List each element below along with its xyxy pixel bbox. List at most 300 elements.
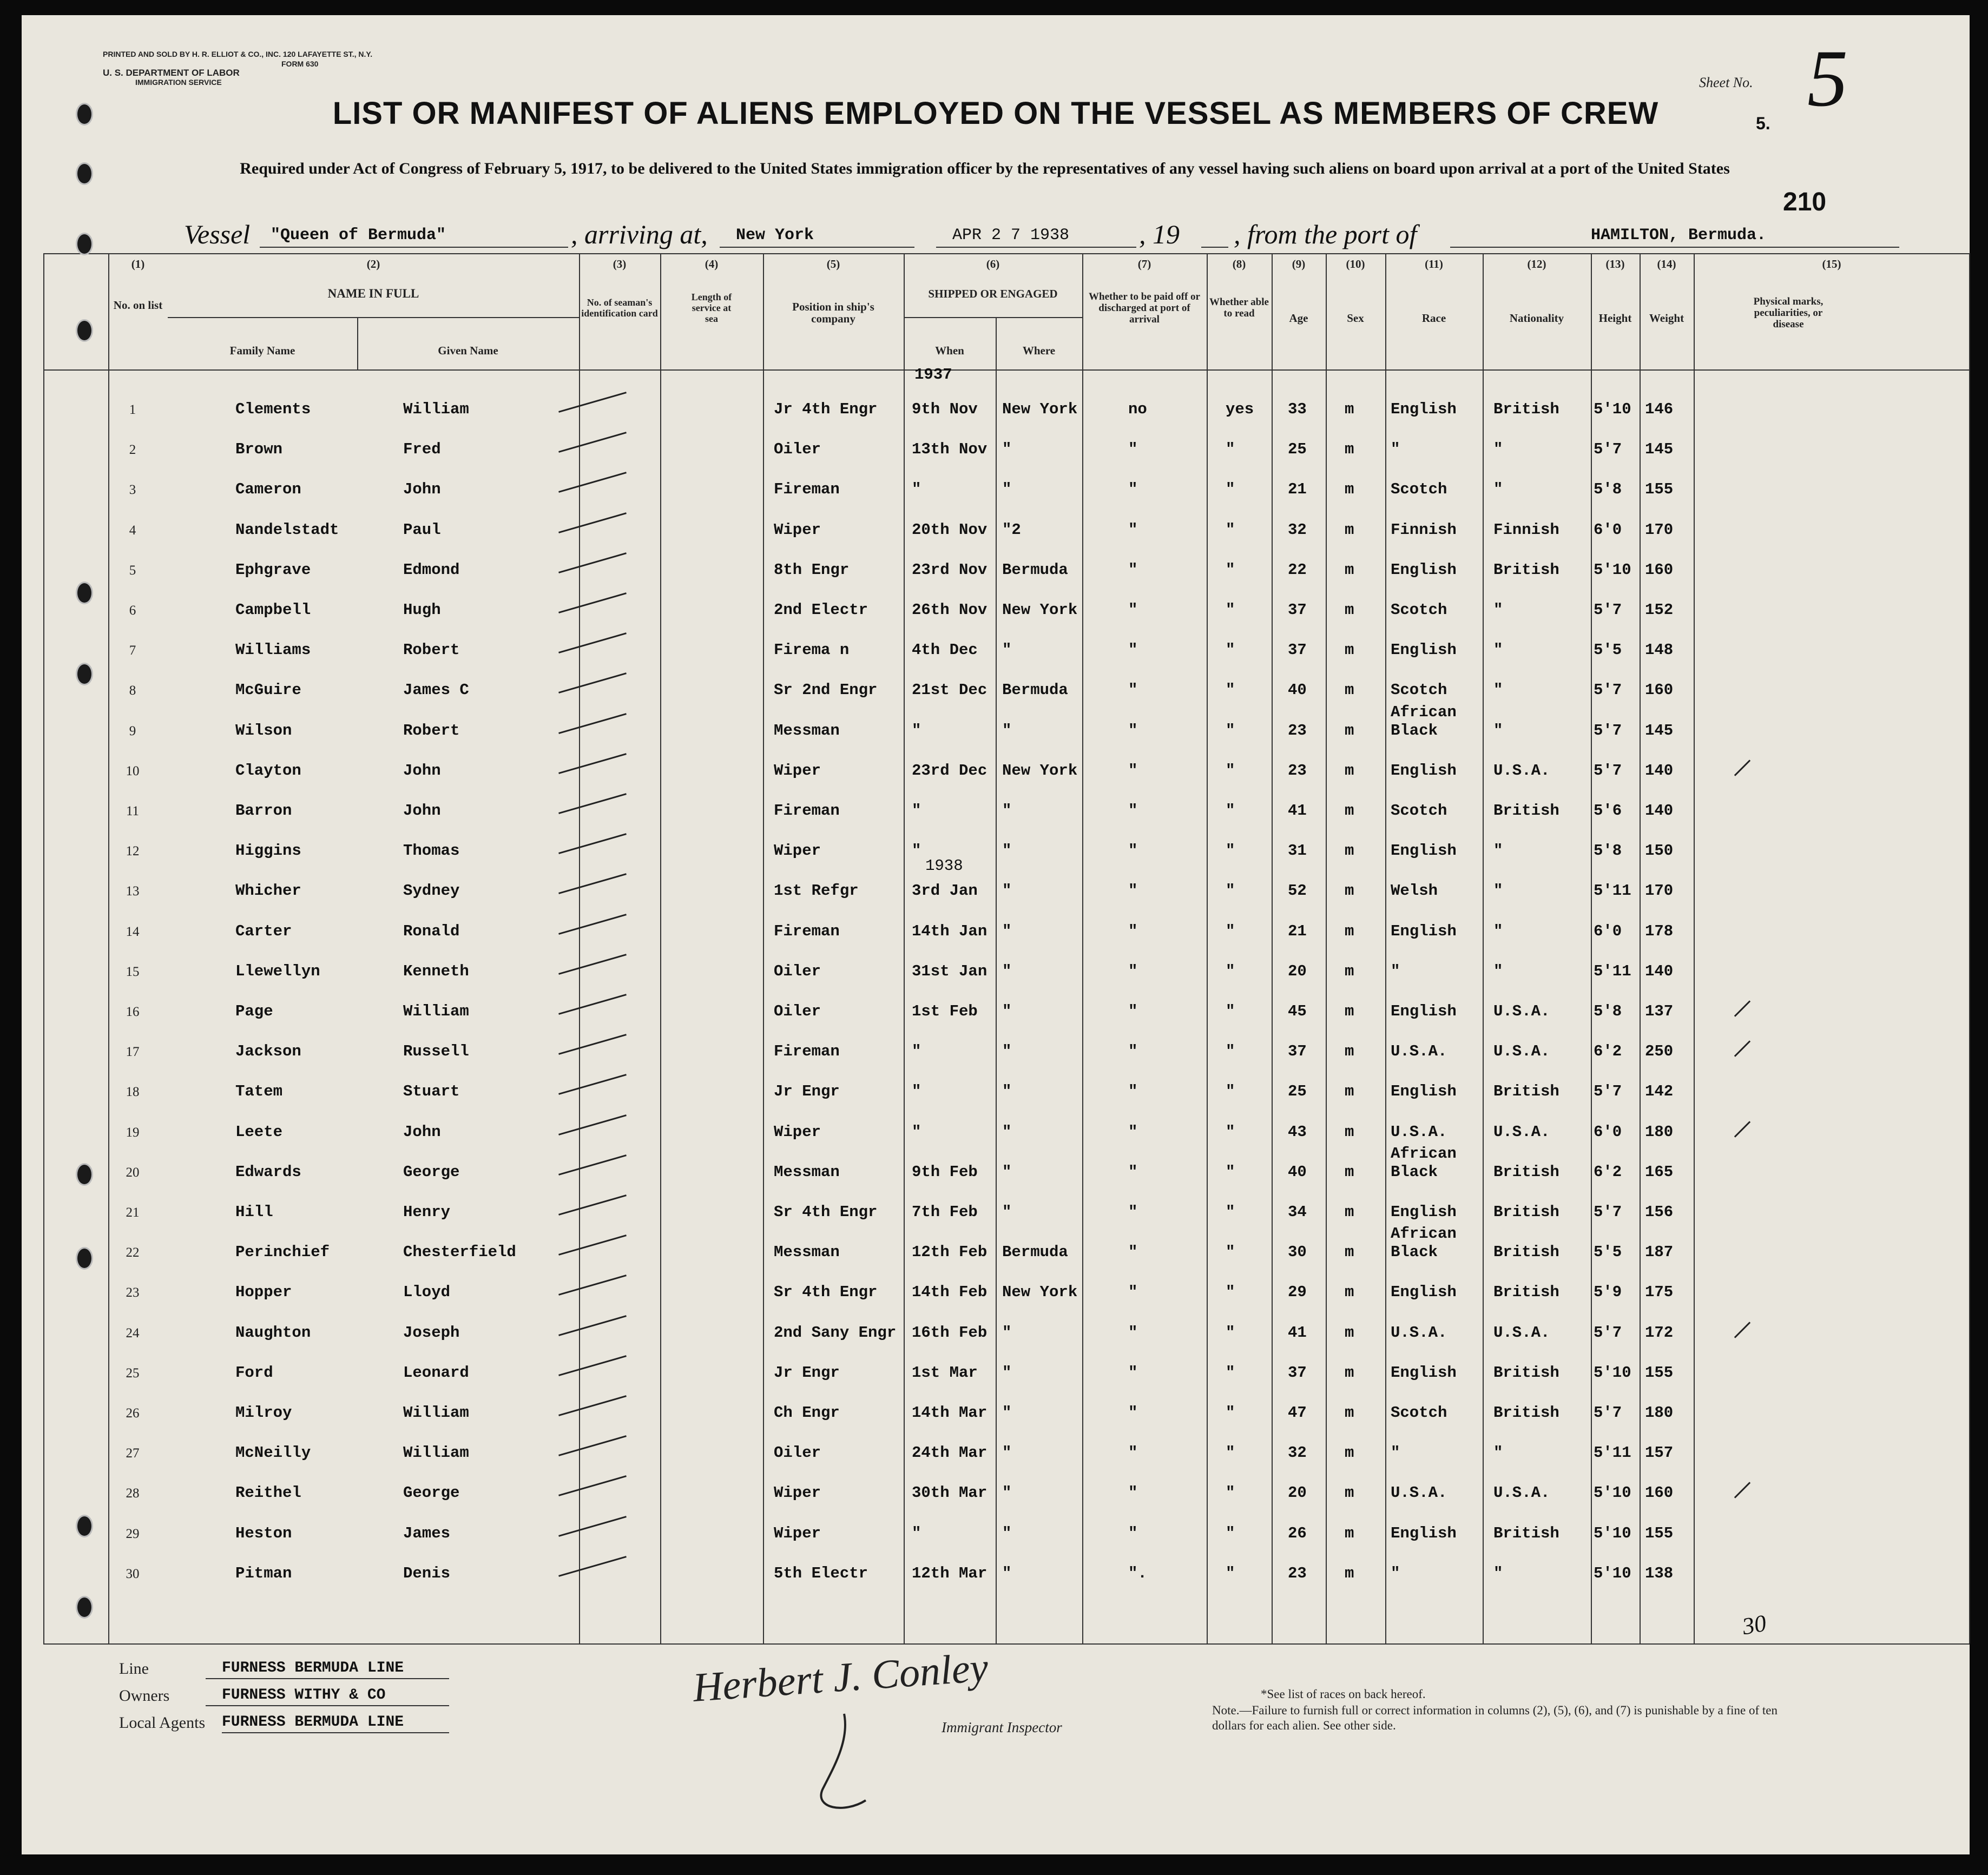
departure-port: HAMILTON, Bermuda. — [1591, 226, 1767, 245]
able-to-read: " — [1226, 721, 1235, 740]
local-agents: FURNESS BERMUDA LINE — [222, 1714, 404, 1731]
col-no-on-list: No. on list — [113, 299, 163, 312]
age: 21 — [1288, 922, 1307, 940]
shipped-where: " — [1002, 1163, 1012, 1181]
printer-imprint: PRINTED AND SOLD BY H. R. ELLIOT & CO., INC. 120 LAFAYETTE ST., N.Y. — [103, 50, 373, 58]
shipped-where: " — [1002, 1323, 1012, 1342]
nationality: British — [1493, 1404, 1559, 1422]
id-card-dash — [558, 1114, 627, 1135]
physical-marks-check — [1734, 1000, 1750, 1016]
given-name: Stuart — [403, 1082, 460, 1101]
weight: 152 — [1645, 601, 1674, 619]
shipped-when: 23rd Dec — [912, 761, 988, 780]
weight: 180 — [1645, 1123, 1674, 1141]
race: Scotch — [1391, 681, 1447, 699]
list-number: 23 — [126, 1285, 140, 1300]
year-note-1938: 1938 — [925, 857, 963, 875]
paid-off: " — [1128, 520, 1138, 539]
line-label: Line — [119, 1660, 149, 1678]
race: English — [1391, 560, 1457, 579]
age: 37 — [1288, 1042, 1307, 1061]
paid-off: " — [1128, 1524, 1138, 1542]
race: African Black — [1391, 703, 1457, 740]
family-name: Campbell — [235, 601, 311, 619]
race: English — [1391, 641, 1457, 659]
race: Scotch — [1391, 802, 1447, 820]
shipped-when: 13th Nov — [912, 440, 988, 459]
shipped-when: 12th Feb — [912, 1243, 988, 1262]
position: Oiler — [774, 1444, 821, 1462]
able-to-read: " — [1226, 520, 1235, 539]
id-card-dash — [558, 1194, 627, 1216]
weight: 148 — [1645, 641, 1674, 659]
able-to-read: " — [1226, 1243, 1235, 1262]
age: 33 — [1288, 400, 1307, 418]
binder-hole — [76, 1596, 93, 1619]
weight: 155 — [1645, 1524, 1674, 1542]
shipped-when: " — [912, 480, 921, 499]
id-card-dash — [558, 673, 627, 694]
able-to-read: " — [1226, 1002, 1235, 1020]
col-weight: Weight — [1649, 312, 1684, 325]
sex: m — [1345, 1163, 1354, 1181]
shipped-where: New York — [1002, 761, 1078, 780]
given-name: Henry — [403, 1203, 451, 1221]
able-to-read: " — [1226, 480, 1235, 499]
age: 37 — [1288, 601, 1307, 619]
shipped-when: " — [912, 802, 921, 820]
weight: 138 — [1645, 1564, 1674, 1582]
col-position: Position in ship's company — [792, 300, 874, 325]
given-name: James C — [403, 681, 469, 699]
list-number: 26 — [126, 1406, 140, 1421]
race: English — [1391, 400, 1457, 418]
fine-note: Note.—Failure to furnish full or correct information in columns (2), (5), (6), and (7) is punishable by a fine of ten dollars for each alien. See other side. — [1212, 1704, 1778, 1732]
height: 5'10 — [1594, 1564, 1631, 1582]
vessel-name: "Queen of Bermuda" — [271, 226, 446, 245]
weight: 165 — [1645, 1163, 1674, 1181]
weight: 160 — [1645, 681, 1674, 699]
shipped-when: 9th Nov — [912, 400, 978, 418]
nationality: " — [1493, 962, 1503, 980]
shipped-where: " — [1002, 1203, 1012, 1221]
given-name: Lloyd — [403, 1283, 451, 1302]
nationality: " — [1493, 721, 1503, 740]
weight: 155 — [1645, 1363, 1674, 1382]
shipped-where: " — [1002, 440, 1012, 459]
given-name: William — [403, 1404, 469, 1422]
height: 6'0 — [1594, 922, 1622, 940]
paid-off: " — [1128, 962, 1138, 980]
shipped-when: 12th Mar — [912, 1564, 988, 1582]
given-name: Paul — [403, 520, 441, 539]
col7-number: (7) — [1137, 258, 1151, 270]
shipped-when: 14th Jan — [912, 922, 988, 940]
given-name: Ronald — [403, 922, 460, 940]
col9-number: (9) — [1292, 258, 1306, 270]
arrival-port: New York — [736, 226, 814, 245]
height: 5'11 — [1594, 882, 1631, 900]
sex: m — [1345, 1524, 1354, 1542]
sex: m — [1345, 1123, 1354, 1141]
able-to-read: " — [1226, 802, 1235, 820]
able-to-read: " — [1226, 1283, 1235, 1302]
race: U.S.A. — [1391, 1123, 1447, 1141]
shipped-when: 9th Feb — [912, 1163, 978, 1181]
inspector-signature: Herbert J. Conley — [691, 1645, 990, 1711]
shipped-when: 26th Nov — [912, 601, 988, 619]
family-name: Clayton — [235, 761, 301, 780]
weight: 187 — [1645, 1243, 1674, 1262]
col-where: Where — [1022, 344, 1056, 357]
id-card-dash — [558, 392, 627, 413]
weight: 178 — [1645, 922, 1674, 940]
given-name: Edmond — [403, 560, 460, 579]
list-number: 30 — [126, 1566, 140, 1581]
able-to-read: " — [1226, 1363, 1235, 1382]
able-to-read: " — [1226, 681, 1235, 699]
list-number: 2 — [129, 443, 136, 458]
nationality: British — [1493, 560, 1559, 579]
age: 20 — [1288, 962, 1307, 980]
department-name: U. S. DEPARTMENT OF LABOR — [103, 68, 240, 78]
weight: 160 — [1645, 560, 1674, 579]
shipped-when: 20th Nov — [912, 520, 988, 539]
height: 5'11 — [1594, 1444, 1631, 1462]
sheet-number-typed: 5. — [1756, 114, 1770, 133]
signature-flourish — [812, 1708, 887, 1817]
height: 5'11 — [1594, 962, 1631, 980]
col1-number: (1) — [131, 258, 145, 270]
shipped-when: " — [912, 721, 921, 740]
paid-off: " — [1128, 601, 1138, 619]
sex: m — [1345, 601, 1354, 619]
position: Oiler — [774, 1002, 821, 1020]
age: 26 — [1288, 1524, 1307, 1542]
able-to-read: " — [1226, 1444, 1235, 1462]
col11-number: (11) — [1425, 258, 1443, 270]
height: 6'0 — [1594, 1123, 1622, 1141]
able-to-read: " — [1226, 1042, 1235, 1061]
sex: m — [1345, 681, 1354, 699]
nationality: U.S.A. — [1493, 1484, 1550, 1502]
col-sex: Sex — [1347, 312, 1364, 325]
binder-hole — [76, 1163, 93, 1186]
sex: m — [1345, 1323, 1354, 1342]
col-physical-marks: Physical marks, peculiarities, or disease — [1753, 295, 1824, 330]
height: 6'2 — [1594, 1042, 1622, 1061]
paid-off: " — [1128, 681, 1138, 699]
col-shipped-or-engaged: SHIPPED OR ENGAGED — [928, 287, 1058, 300]
shipped-when: 14th Mar — [912, 1404, 988, 1422]
family-name: Tatem — [235, 1082, 283, 1101]
nationality: British — [1493, 400, 1559, 418]
height: 5'7 — [1594, 1082, 1622, 1101]
page-stamp-number: 210 — [1783, 188, 1827, 216]
shipped-when: 1st Feb — [912, 1002, 978, 1020]
col15-number: (15) — [1822, 258, 1841, 270]
arrival-date-stamp: APR 2 7 1938 — [952, 226, 1070, 245]
family-name: Williams — [235, 641, 311, 659]
list-number: 4 — [129, 523, 136, 538]
shipped-where: " — [1002, 1524, 1012, 1542]
height: 5'7 — [1594, 1203, 1622, 1221]
list-number: 20 — [126, 1165, 140, 1180]
given-name: William — [403, 400, 469, 418]
nationality: " — [1493, 842, 1503, 860]
id-card-dash — [558, 512, 627, 533]
position: Jr 4th Engr — [774, 400, 878, 418]
height: 5'10 — [1594, 1484, 1631, 1502]
list-number: 16 — [126, 1005, 140, 1019]
able-to-read: " — [1226, 1082, 1235, 1101]
weight: 172 — [1645, 1323, 1674, 1342]
position: Oiler — [774, 962, 821, 980]
family-name: Higgins — [235, 842, 301, 860]
list-number: 14 — [126, 924, 140, 939]
sex: m — [1345, 721, 1354, 740]
able-to-read: yes — [1226, 400, 1254, 418]
position: Fireman — [774, 480, 840, 499]
family-name: Reithel — [235, 1484, 301, 1502]
shipped-where: New York — [1002, 1283, 1078, 1302]
given-name: Robert — [403, 721, 460, 740]
position: 2nd Electr — [774, 601, 868, 619]
sex: m — [1345, 440, 1354, 459]
id-card-dash — [558, 1395, 627, 1416]
shipped-where: " — [1002, 480, 1012, 499]
sex: m — [1345, 1203, 1354, 1221]
col5-number: (5) — [826, 258, 840, 270]
from-port-label: , from the port of — [1234, 219, 1417, 249]
family-name: Cameron — [235, 480, 301, 499]
able-to-read: " — [1226, 641, 1235, 659]
height: 5'8 — [1594, 1002, 1622, 1020]
age: 40 — [1288, 681, 1307, 699]
sex: m — [1345, 480, 1354, 499]
physical-marks-check — [1734, 1482, 1750, 1498]
position: Wiper — [774, 842, 821, 860]
list-number: 3 — [129, 483, 136, 498]
given-name: Kenneth — [403, 962, 469, 980]
height: 5'7 — [1594, 1323, 1622, 1342]
sex: m — [1345, 962, 1354, 980]
position: Wiper — [774, 520, 821, 539]
nationality: British — [1493, 1163, 1559, 1181]
age: 23 — [1288, 1564, 1307, 1582]
binder-hole — [76, 103, 93, 126]
position: Sr 4th Engr — [774, 1283, 878, 1302]
height: 5'7 — [1594, 761, 1622, 780]
col8-number: (8) — [1232, 258, 1246, 270]
given-name: Russell — [403, 1042, 469, 1061]
list-number: 12 — [126, 844, 140, 859]
age: 37 — [1288, 641, 1307, 659]
id-card-dash — [558, 793, 627, 814]
id-card-dash — [558, 1315, 627, 1336]
nationality: " — [1493, 440, 1503, 459]
agents-label: Local Agents — [119, 1714, 206, 1732]
sex: m — [1345, 1002, 1354, 1020]
position: Messman — [774, 1163, 840, 1181]
race: English — [1391, 1283, 1457, 1302]
able-to-read: " — [1226, 1484, 1235, 1502]
weight: 156 — [1645, 1203, 1674, 1221]
position: Wiper — [774, 1123, 821, 1141]
age: 37 — [1288, 1363, 1307, 1382]
given-name: George — [403, 1163, 460, 1181]
family-name: Carter — [235, 922, 292, 940]
position: Sr 4th Engr — [774, 1203, 878, 1221]
shipped-when: " — [912, 1123, 921, 1141]
age: 52 — [1288, 882, 1307, 900]
position: Messman — [774, 721, 840, 740]
shipped-where: " — [1002, 962, 1012, 980]
age: 31 — [1288, 842, 1307, 860]
height: 5'7 — [1594, 601, 1622, 619]
page-title: LIST OR MANIFEST OF ALIENS EMPLOYED ON THE VESSEL AS MEMBERS OF CREW — [332, 96, 1659, 131]
list-number: 29 — [126, 1526, 140, 1541]
weight: 250 — [1645, 1042, 1674, 1061]
sheet-number-handwritten: 5 — [1807, 34, 1848, 123]
shipped-where: " — [1002, 1363, 1012, 1382]
age: 20 — [1288, 1484, 1307, 1502]
shipped-when: " — [912, 842, 921, 860]
shipped-where: " — [1002, 641, 1012, 659]
family-name: Jackson — [235, 1042, 301, 1061]
position: Fireman — [774, 802, 840, 820]
position: Messman — [774, 1243, 840, 1262]
age: 22 — [1288, 560, 1307, 579]
paid-off: " — [1128, 1203, 1138, 1221]
list-number: 15 — [126, 964, 140, 979]
race: English — [1391, 1002, 1457, 1020]
tally-mark: 30 — [1740, 1609, 1768, 1640]
nationality: British — [1493, 1082, 1559, 1101]
binder-hole — [76, 1247, 93, 1270]
id-card-dash — [558, 994, 627, 1015]
id-card-dash — [558, 1074, 627, 1095]
nationality: British — [1493, 1243, 1559, 1262]
given-name: Robert — [403, 641, 460, 659]
year-label: , 19 — [1139, 219, 1180, 249]
given-name: George — [403, 1484, 460, 1502]
race: English — [1391, 1082, 1457, 1101]
height: 5'8 — [1594, 480, 1622, 499]
col10-number: (10) — [1346, 258, 1365, 270]
paid-off: " — [1128, 1323, 1138, 1342]
list-number: 18 — [126, 1085, 140, 1100]
position: Ch Engr — [774, 1404, 840, 1422]
race: Welsh — [1391, 882, 1438, 900]
list-number: 25 — [126, 1365, 140, 1381]
paid-off: " — [1128, 440, 1138, 459]
age: 47 — [1288, 1404, 1307, 1422]
vessel-owners: FURNESS WITHY & CO — [222, 1687, 386, 1704]
race: " — [1391, 962, 1400, 980]
able-to-read: " — [1226, 1564, 1235, 1582]
shipped-when: 21st Dec — [912, 681, 988, 699]
position: 2nd Sany Engr — [774, 1323, 897, 1342]
weight: 145 — [1645, 440, 1674, 459]
given-name: John — [403, 802, 441, 820]
col-paid-off: Whether to be paid off or discharged at port of arrival — [1089, 291, 1200, 325]
paid-off: ". — [1128, 1564, 1147, 1582]
paid-off: " — [1128, 1082, 1138, 1101]
physical-marks-check — [1734, 1040, 1750, 1057]
col-name-in-full: NAME IN FULL — [327, 287, 419, 300]
id-card-dash — [558, 1516, 627, 1537]
nationality: Finnish — [1493, 520, 1559, 539]
paid-off: " — [1128, 1363, 1138, 1382]
able-to-read: " — [1226, 1404, 1235, 1422]
family-name: Edwards — [235, 1163, 301, 1181]
nationality: U.S.A. — [1493, 1042, 1550, 1061]
given-name: William — [403, 1444, 469, 1462]
list-number: 19 — [126, 1125, 140, 1140]
age: 32 — [1288, 520, 1307, 539]
shipping-line: FURNESS BERMUDA LINE — [222, 1660, 404, 1676]
position: Sr 2nd Engr — [774, 681, 878, 699]
binder-hole — [76, 233, 93, 255]
paid-off: " — [1128, 882, 1138, 900]
able-to-read: " — [1226, 1203, 1235, 1221]
age: 25 — [1288, 1082, 1307, 1101]
able-to-read: " — [1226, 1123, 1235, 1141]
paid-off: " — [1128, 761, 1138, 780]
col-seaman-id: No. of seaman's identification card — [581, 297, 658, 319]
id-card-dash — [558, 874, 627, 895]
race: U.S.A. — [1391, 1484, 1447, 1502]
given-name: Thomas — [403, 842, 460, 860]
weight: 157 — [1645, 1444, 1674, 1462]
sex: m — [1345, 882, 1354, 900]
nationality: " — [1493, 681, 1503, 699]
family-name: Llewellyn — [235, 962, 320, 980]
id-card-dash — [558, 472, 627, 493]
col6-number: (6) — [986, 258, 1000, 270]
position: Firema n — [774, 641, 850, 659]
family-name: Barron — [235, 802, 292, 820]
shipped-where: " — [1002, 1002, 1012, 1020]
list-number: 1 — [129, 402, 136, 417]
able-to-read: " — [1226, 962, 1235, 980]
shipped-where: " — [1002, 922, 1012, 940]
sex: m — [1345, 1564, 1354, 1582]
shipped-where: " — [1002, 1082, 1012, 1101]
able-to-read: " — [1226, 440, 1235, 459]
nationality: British — [1493, 1363, 1559, 1382]
physical-marks-check — [1734, 760, 1750, 776]
sex: m — [1345, 400, 1354, 418]
id-card-dash — [558, 1234, 627, 1256]
given-name: John — [403, 761, 441, 780]
weight: 146 — [1645, 400, 1674, 418]
position: Fireman — [774, 1042, 840, 1061]
given-name: Joseph — [403, 1323, 460, 1342]
col-height: Height — [1598, 312, 1632, 325]
nationality: British — [1493, 1203, 1559, 1221]
able-to-read: " — [1226, 882, 1235, 900]
year-note-1937: 1937 — [914, 366, 952, 384]
col2-number: (2) — [366, 258, 380, 270]
id-card-dash — [558, 1556, 627, 1577]
page-subtitle: Required under Act of Congress of February 5, 1917, to be delivered to the United States immigration officer by the representatives of any vessel having such aliens on board upon arrival at a port of the United States — [240, 160, 1730, 177]
family-name: Wilson — [235, 721, 292, 740]
nationality: British — [1493, 802, 1559, 820]
height: 5'6 — [1594, 802, 1622, 820]
weight: 137 — [1645, 1002, 1674, 1020]
